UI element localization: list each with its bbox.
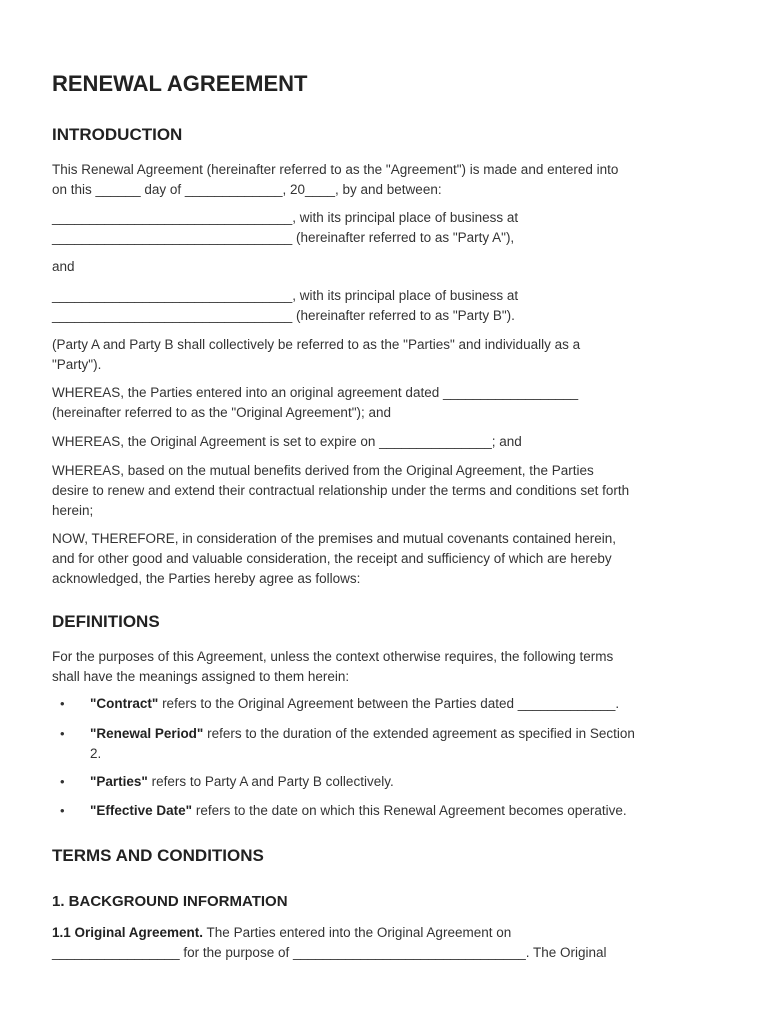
definition-item: [52, 694, 718, 714]
parties-block: [52, 335, 718, 375]
whereas-1-line-1: WHEREAS, the Parties entered into an original agreement dated __________________: [52, 385, 579, 400]
and-text: and: [52, 259, 75, 274]
clause-label: 1.1 Original Agreement.: [52, 925, 204, 940]
whereas-1-line-2: (hereinafter referred to as the "Original Agreement"); and: [52, 405, 392, 420]
definitions-intro-line-2: shall have the meanings assigned to them herein:: [52, 669, 350, 684]
bullet-icon: •: [60, 803, 65, 818]
background-subheading: 1. BACKGROUND INFORMATION: [52, 893, 288, 910]
definition-text: refers to the duration of the extended agreement as specified in Section: [203, 726, 635, 741]
definition-item: [52, 801, 718, 821]
definitions-intro-line-1: For the purposes of this Agreement, unless the context otherwise requires, the following terms: [52, 649, 614, 664]
whereas-3-line-1: WHEREAS, based on the mutual benefits derived from the Original Agreement, the Parties: [52, 463, 594, 478]
parties-line-1: (Party A and Party B shall collectively be referred to as the "Parties" and individually as a: [52, 337, 581, 352]
party-b-line-2: ________________________________ (hereinafter referred to as "Party B").: [52, 308, 515, 323]
bullet-icon: •: [60, 774, 65, 789]
definitions-intro: [52, 647, 718, 687]
now-therefore-block: [52, 529, 718, 589]
definition-term: "Effective Date": [90, 803, 193, 818]
parties-line-2: "Party").: [52, 357, 102, 372]
intro-line-1: This Renewal Agreement (hereinafter referred to as the "Agreement") is made and entered into: [52, 162, 619, 177]
definition-term: "Contract": [90, 696, 159, 711]
clause-text: The Parties entered into the Original Agreement on: [203, 925, 512, 940]
definition-term: "Parties": [90, 774, 148, 789]
definitions-heading: DEFINITIONS: [52, 612, 160, 631]
whereas-2-block: [52, 432, 718, 452]
whereas-2-line: WHEREAS, the Original Agreement is set to expire on _______________; and: [52, 434, 522, 449]
now-line-3: acknowledged, the Parties hereby agree as follows:: [52, 571, 361, 586]
document-title: RENEWAL AGREEMENT: [52, 71, 308, 96]
whereas-1-block: [52, 383, 718, 423]
now-line-1: NOW, THEREFORE, in consideration of the premises and mutual covenants contained herein,: [52, 531, 617, 546]
party-a-block: [52, 208, 718, 248]
intro-paragraph: [52, 160, 718, 200]
clause-1-1-line-1: [52, 923, 718, 943]
whereas-3-line-2: desire to renew and extend their contractual relationship under the terms and conditions set forth: [52, 483, 630, 498]
definition-item: [52, 772, 718, 792]
party-b-line-1: ________________________________, with its principal place of business at: [52, 288, 519, 303]
intro-line-2: on this ______ day of _____________, 20____, by and between:: [52, 182, 442, 197]
clause-1-1: [52, 923, 718, 963]
now-line-2: and for other good and valuable consideration, the receipt and sufficiency of which are hereby: [52, 551, 612, 566]
introduction-heading: INTRODUCTION: [52, 125, 183, 144]
party-a-line-1: ________________________________, with its principal place of business at: [52, 210, 519, 225]
whereas-3-line-3: herein;: [52, 503, 94, 518]
definition-text: refers to Party A and Party B collectively.: [147, 774, 394, 789]
whereas-3-block: [52, 461, 718, 521]
terms-heading: TERMS AND CONDITIONS: [52, 846, 264, 865]
clause-1-1-line-2: _________________ for the purpose of _______________________________. The Original: [52, 945, 607, 960]
bullet-icon: •: [60, 696, 65, 711]
party-b-block: [52, 286, 718, 326]
party-a-line-2: ________________________________ (hereinafter referred to as "Party A"),: [52, 230, 515, 245]
definition-term: "Renewal Period": [90, 726, 204, 741]
bullet-icon: •: [60, 726, 65, 741]
definition-text: refers to the Original Agreement between the Parties dated _____________.: [158, 696, 620, 711]
definitions-list: [52, 694, 718, 821]
definition-text-continued: 2.: [90, 746, 102, 761]
definition-text: refers to the date on which this Renewal Agreement becomes operative.: [192, 803, 627, 818]
and-block: [52, 257, 718, 277]
definition-item: [52, 724, 718, 764]
